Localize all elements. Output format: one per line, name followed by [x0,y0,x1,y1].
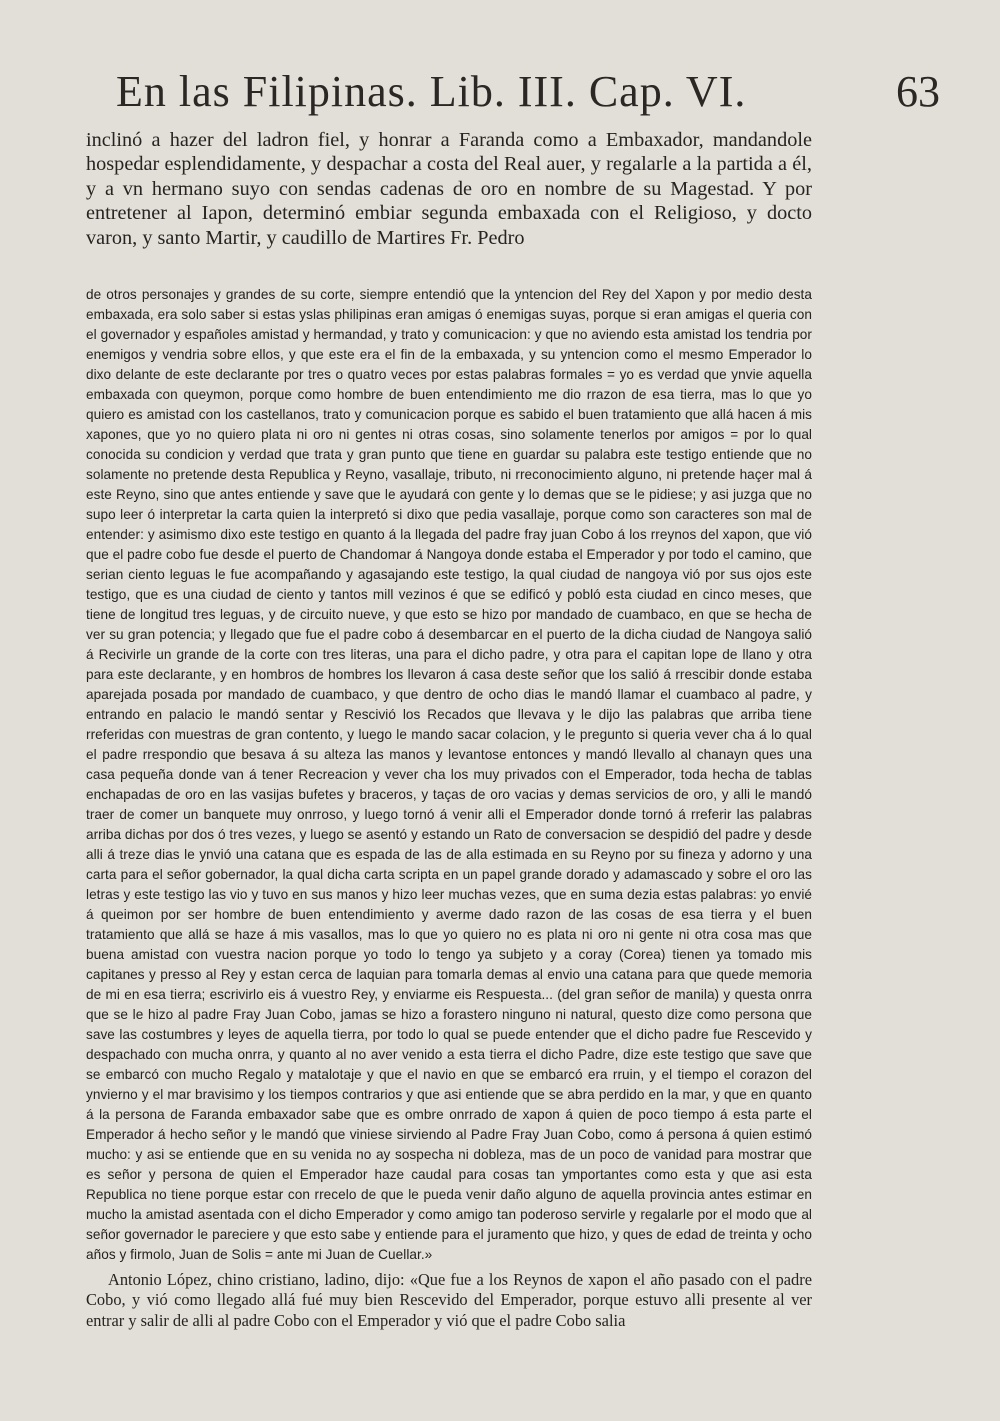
continuation-paragraph: Antonio López, chino cristiano, ladino, dijo: «Que fue a los Reynos de xapon el año pasado con el padre Cobo, y vió como llegado allá fué muy bien Rescevido del Emperador, porque estuvo alli presente al ver entrar y salir de alli al padre Cobo con el Emperador y vió que el padre Cobo salia [86,1270,812,1330]
page-number: 63 [896,67,940,116]
main-paragraph: inclinó a hazer del ladron fiel, y honrar a Faranda como a Embaxador, mandandole hospedar esplendidamente, y despachar a costa del Real auer, y regalarle a la partida a él, y a vn hermano suyo con sendas cadenas de oro en nombre de su Magestad. Y por entretener al Iapon, determinó embiar segunda embaxada con el Religioso, y docto varon, y santo Martir, y caudillo de Martires Fr. Pedro [86,129,812,249]
page-header [90,66,940,126]
section-gap [86,250,812,285]
text-block [86,128,812,1331]
quoted-testimony: de otros personajes y grandes de su corte, siempre entendió que la yntencion del Rey del Xapon y por medio desta embaxada, era solo saber si estas yslas philipinas eran amigas ó enemigas suyas, porque si eran amigas el queria con el governador y españoles amistad y hermandad, y trato y comunicacion: y que no aviendo esta amistad los tendria por enemigos y vendria sobre ellos, y que este era el fin de la embaxada, y su yntencion como el mesmo Emperador lo dixo delante de este declarante por tres o quatro veces por estas palabras formales = yo es verdad que ynvie aquella embaxada con queymon, porque como hombre de buen entendimiento me dio rrazon de esa tierra, mas lo que yo quiero es amistad con los castellanos, trato y comunicacion porque es sabido el buen tratamiento que allá hacen á mis xapones, que yo no quiero plata ni oro ni gentes ni otras cosas, sino solamente tenerlos por amigos = por lo qual conocida su condicion y verdad que trata y gran punto que tiene en guardar su palabra este testigo entiende que no solamente no pretende desta Republica y Reyno, vasallaje, tributo, ni rreconocimiento alguno, ni pretende haçer mal á este Reyno, sino que antes entiende y save que le ayudará con gente y lo demas que se le pidiese; y asi juzga que no supo leer ó interpretar la carta quien la interpretó si dixo que pedia vasallaje, porque como son caracteres son mal de entender: y asimismo dixo este testigo en quanto á la llegada del padre fray juan Cobo á los rreynos del xapon, que vió que el padre cobo fue desde el puerto de Chandomar á Nangoya donde estaba el Emperador y por todo el camino, que serian ciento leguas le fue acompañando y agasajando este testigo, la qual ciudad de nangoya vió por sus ojos este testigo, que es una ciudad de ciento y tantos mill vezinos é que se edificó y pobló esta ciudad en cinco meses, que tiene de longitud tres leguas, y de circuito nueve, y que esto se hizo por mandado de cuambaco, en que se hecha de ver su gran potencia; y llegado que fue el padre cobo á desembarcar en el puerto de la dicha ciudad de Nangoya salió á Recivirle un grande de la corte con tres literas, una para el dicho padre, y otra para el capitan lope de llano y otra para este declarante, y en hombros de hombres los llevaron á casa deste señor que los salió á rrescibir donde estaba aparejada posada por mandado de cuambaco, y que dentro de ocho dias le mandó llamar el cuambaco al padre, y entrando en palacio le mandó sentar y Rescivió los Recados que llevava y le dijo las palabras que arriba tiene rreferidas con muestras de gran contento, y luego le mando sacar colacion, y le pregunto si queria vever cha á lo qual el padre rrespondio que besava á su alteza las manos y levantose entonces y mandó llevallo al chanayn ques una casa pequeña donde van á tener Recreacion y vever cha los muy privados con el Emperador, toda hecha de tablas enchapadas de oro en las vasijas bufetes y braceros, y taças de oro vacias y demas servicios de oro, y alli le mandó traer de comer un banquete muy onrroso, y luego tornó á venir alli el Emperador donde tornó á rreferir las palabras arriba dichas por dos ó tres vezes, y luego se asentó y estando un Rato de conversacion se despidió del padre y desde alli á treze dias le ynvió una catana que es espada de las de alla estimada en su Reyno por su fineza y adorno y una carta para el señor gobernador, la qual dicha carta scripta en un papel grande dorado y adamascado y sobre el oro las letras y este testigo las vio y tuvo en sus manos y hizo leer muchas vezes, que en suma dezia estas palabras: yo envié á queimon por ser hombre de buen entendimiento y averme dado razon de las cosas de esa tierra y el buen tratamiento que allá se haze á mis vasallos, mas lo que yo quiero no es plata ni oro ni gente ni otra cosa mas que buena amistad con vuestra nacion porque yo todo lo tengo ya subjeto y a coray (Corea) tienen ya tomado mis capitanes y presso al Rey y estan cerca de laquian para tomarla demas al envio una catana para que quede memoria de mi en esa tierra; escrivirlo eis á vuestro Rey, y enviarme eis Respuesta... (del gran señor de manila) y questa onrra que se le hizo al padre Fray Juan Cobo, jamas se hizo a forastero ninguno ni natural, questo dize como persona que save las costumbres y leyes de aquella tierra, por todo lo qual se puede entender que el dicho padre fue Rescevido y despachado con mucha onrra, y quanto al no aver venido a esta tierra el dicho Padre, dize este testigo que save que se embarcó con mucho Regalo y matalotaje y que el navio en que se embarcó era rruin, y el tiempo el corazon del ynvierno y el mar bravisimo y los tiempos contrarios y que asi entiende que se abra perdido en la mar, y que en quanto á la persona de Faranda embaxador sabe que es ombre onrrado de xapon á quien de poco tiempo á esta parte el Emperador á hecho señor y le mandó que viniese sirviendo al Padre Fray Juan Cobo, como á persona á quien estimó mucho: y asi se entiende que en su venida no ay sospecha ni dobleza, mas de un poco de vanidad para mostrar que es señor y persona de quien el Emperador haze caudal para cosas tan ymportantes como esta y que asi esta Republica no tiene porque estar con rrecelo de que le pueda venir daño alguno de aquella provincia antes estimar en mucho la amistad asentada con el dicho Emperador y como amigo tan poderoso servirle y regalarle por el modo que al señor governador le pareciere y que esto sabe y entiende para el juramento que hizo, y ques de edad de treinta y ocho años y firmolo, Juan de Solis = ante mi Juan de Cuellar.» [86,287,812,1263]
running-head: En las Filipinas. Lib. III. Cap. VI. [116,67,747,116]
